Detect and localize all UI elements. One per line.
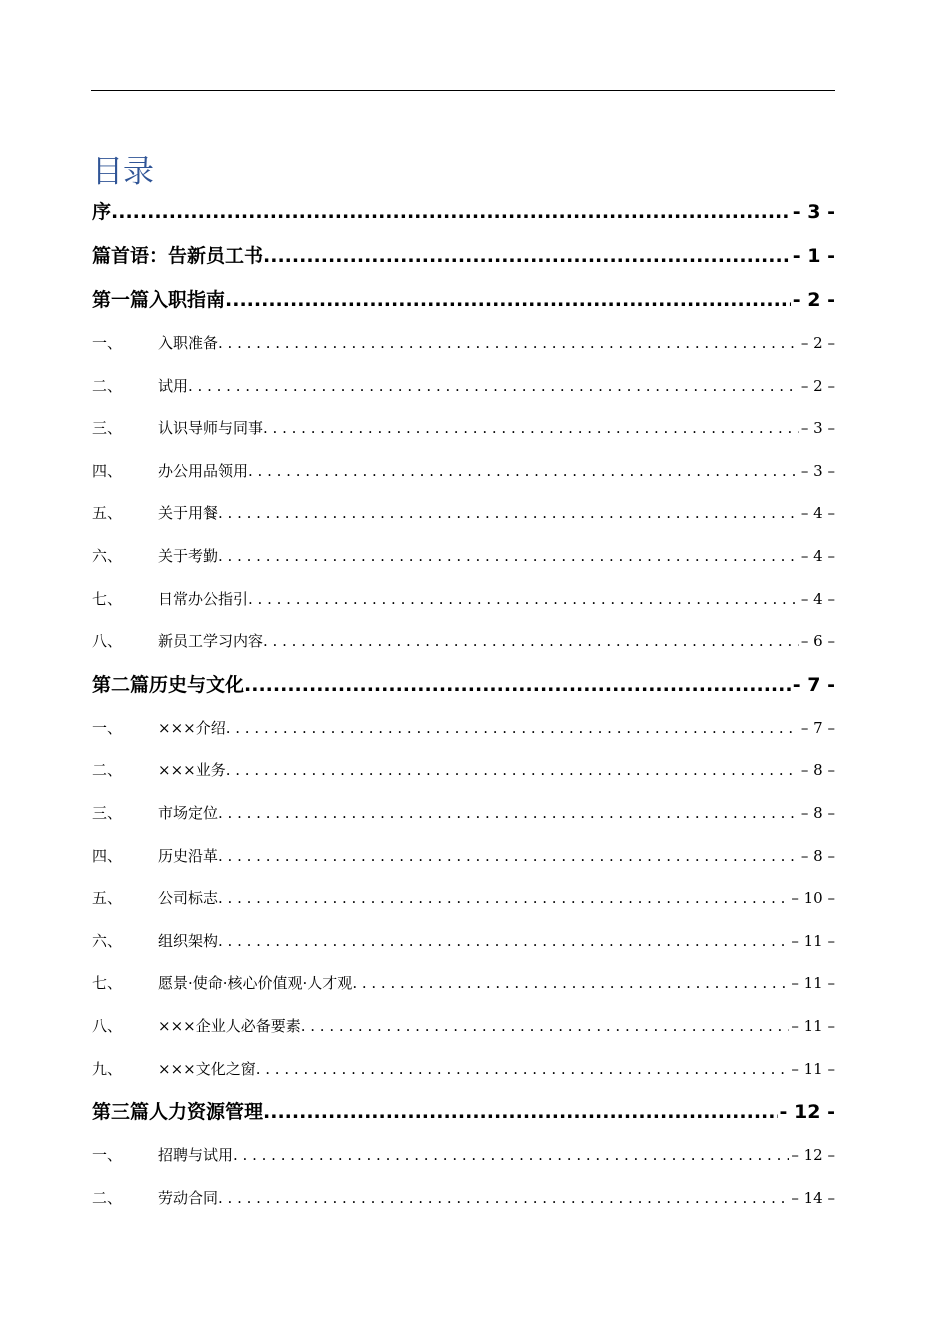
toc-entry-page: – 11 –	[791, 1016, 835, 1035]
toc-subentry[interactable]	[92, 792, 835, 835]
dot-leader	[226, 707, 799, 750]
toc-subentry[interactable]	[92, 578, 835, 621]
dot-leader	[256, 1048, 790, 1091]
toc-entry-title: 历史沿革	[158, 846, 219, 865]
dot-leader	[218, 835, 799, 878]
dot-leader	[248, 450, 799, 493]
toc-subentry[interactable]	[92, 1048, 835, 1091]
dot-leader	[218, 920, 789, 963]
toc-subentry[interactable]	[92, 749, 835, 792]
toc-subentry[interactable]	[92, 620, 835, 663]
toc-entry-page: – 11 –	[791, 974, 835, 993]
toc-entry-number: 二、	[92, 376, 123, 395]
toc-entry-title: 认识导师与同事	[158, 419, 264, 438]
toc-entry-number: 九、	[92, 1059, 123, 1078]
toc-entry-number: 八、	[92, 1016, 123, 1035]
toc-entry-title: 办公用品领用	[158, 461, 249, 480]
toc-entry-page: – 8 –	[800, 803, 835, 822]
toc-entry-page: - 3 -	[792, 201, 835, 223]
toc-entry-page: – 4 –	[800, 546, 835, 565]
toc-entry-title: ×××文化之窗	[158, 1059, 256, 1078]
toc-list	[92, 190, 835, 1219]
toc-entry-number: 七、	[92, 589, 123, 608]
toc-entry-number: 三、	[92, 803, 123, 822]
toc-entry-page: – 14 –	[791, 1188, 835, 1207]
dot-leader	[218, 322, 799, 365]
toc-entry-title: 第三篇人力资源管理	[92, 1101, 264, 1124]
toc-entry-title: 新员工学习内容	[158, 632, 264, 651]
toc-entry-page: – 2 –	[800, 334, 835, 352]
toc-entry-title: ×××企业人必备要素	[158, 1016, 301, 1035]
toc-entry-page: – 11 –	[791, 1059, 835, 1078]
toc-entry-page: – 10 –	[791, 889, 835, 908]
toc-entry-title: 组织架构	[158, 931, 219, 950]
toc-entry-title: 招聘与试用	[158, 1146, 234, 1165]
toc-entry-number: 一、	[92, 718, 123, 737]
toc-entry-number: 二、	[92, 761, 123, 780]
dot-leader	[263, 234, 791, 278]
toc-subentry[interactable]	[92, 962, 835, 1005]
toc-subentry[interactable]	[92, 1134, 835, 1177]
toc-entry-page: - 2 -	[792, 289, 835, 311]
toc-entry[interactable]	[92, 663, 835, 707]
toc-entry-page: - 12 -	[779, 1101, 835, 1124]
toc-subentry[interactable]	[92, 1177, 835, 1220]
toc-entry[interactable]	[92, 1090, 835, 1134]
dot-leader	[263, 1090, 778, 1134]
toc-entry-title: 第二篇历史与文化	[92, 673, 245, 696]
toc-entry-page: - 7 -	[792, 673, 835, 696]
toc-entry-number: 二、	[92, 1188, 123, 1207]
toc-subentry[interactable]	[92, 920, 835, 963]
toc-subentry[interactable]	[92, 835, 835, 878]
toc-entry-page: – 11 –	[791, 931, 835, 950]
toc-entry-page: – 6 –	[800, 632, 835, 651]
toc-entry-page: – 8 –	[800, 761, 835, 780]
dot-leader	[225, 278, 791, 322]
toc-entry-page: – 3 –	[800, 419, 835, 438]
toc-entry-title: ×××业务	[158, 761, 226, 780]
dot-leader	[233, 1134, 789, 1177]
dot-leader	[263, 620, 799, 663]
toc-entry[interactable]	[92, 234, 835, 278]
toc-entry-number: 四、	[92, 846, 123, 865]
toc-entry-number: 六、	[92, 546, 123, 565]
toc-entry-number: 五、	[92, 504, 123, 523]
toc-entry-number: 八、	[92, 632, 123, 651]
toc-entry-title: 入职准备	[158, 334, 219, 352]
toc-entry-number: 一、	[92, 1146, 123, 1165]
toc-entry-number: 五、	[92, 889, 123, 908]
dot-leader	[218, 792, 799, 835]
toc-entry-title: 公司标志	[158, 889, 219, 908]
toc-subentry[interactable]	[92, 365, 835, 408]
toc-entry-page: – 4 –	[800, 504, 835, 523]
toc-entry-title: 序	[92, 201, 112, 223]
toc-entry-page: – 4 –	[800, 589, 835, 608]
toc-entry-page: - 1 -	[792, 245, 835, 267]
toc-entry-title: 第一篇入职指南	[92, 289, 226, 311]
dot-leader	[301, 1005, 790, 1048]
toc-entry-title: 试用	[158, 376, 189, 395]
dot-leader	[248, 578, 799, 621]
toc-subentry[interactable]	[92, 535, 835, 578]
toc-subentry[interactable]	[92, 322, 835, 365]
dot-leader	[218, 877, 789, 920]
toc-entry-title: 关于考勤	[158, 546, 219, 565]
toc-entry-number: 四、	[92, 461, 123, 480]
toc-entry[interactable]	[92, 278, 835, 322]
toc-entry-page: – 12 –	[791, 1146, 835, 1165]
toc-entry[interactable]	[92, 190, 835, 234]
dot-leader	[218, 492, 799, 535]
dot-leader	[218, 535, 799, 578]
toc-entry-title: 愿景·使命·核心价值观·人才观	[158, 974, 353, 993]
toc-subentry[interactable]	[92, 707, 835, 750]
toc-entry-title: 关于用餐	[158, 504, 219, 523]
dot-leader	[111, 190, 791, 234]
dot-leader	[244, 663, 791, 707]
toc-entry-number: 七、	[92, 974, 123, 993]
toc-entry-title: 市场定位	[158, 803, 219, 822]
toc-entry-page: – 2 –	[800, 376, 835, 395]
toc-entry-page: – 8 –	[800, 846, 835, 865]
header-rule	[91, 90, 835, 91]
toc-entry-title: 日常办公指引	[158, 589, 249, 608]
toc-entry-number: 六、	[92, 931, 123, 950]
dot-leader	[226, 749, 799, 792]
toc-entry-page: – 7 –	[800, 718, 835, 737]
dot-leader	[263, 407, 799, 450]
toc-entry-title: 劳动合同	[158, 1188, 219, 1207]
toc-entry-title: ×××介绍	[158, 718, 226, 737]
toc-entry-title: 篇首语：告新员工书	[92, 245, 264, 267]
toc-subentry[interactable]	[92, 450, 835, 493]
toc-entry-number: 三、	[92, 419, 123, 438]
toc-subentry[interactable]	[92, 877, 835, 920]
toc-subentry[interactable]	[92, 492, 835, 535]
toc-entry-number: 一、	[92, 334, 123, 352]
toc-subentry[interactable]	[92, 407, 835, 450]
toc-title: 目录	[92, 154, 154, 190]
dot-leader	[218, 1177, 789, 1220]
dot-leader	[352, 962, 789, 1005]
dot-leader	[188, 365, 799, 408]
toc-entry-page: – 3 –	[800, 461, 835, 480]
toc-subentry[interactable]	[92, 1005, 835, 1048]
